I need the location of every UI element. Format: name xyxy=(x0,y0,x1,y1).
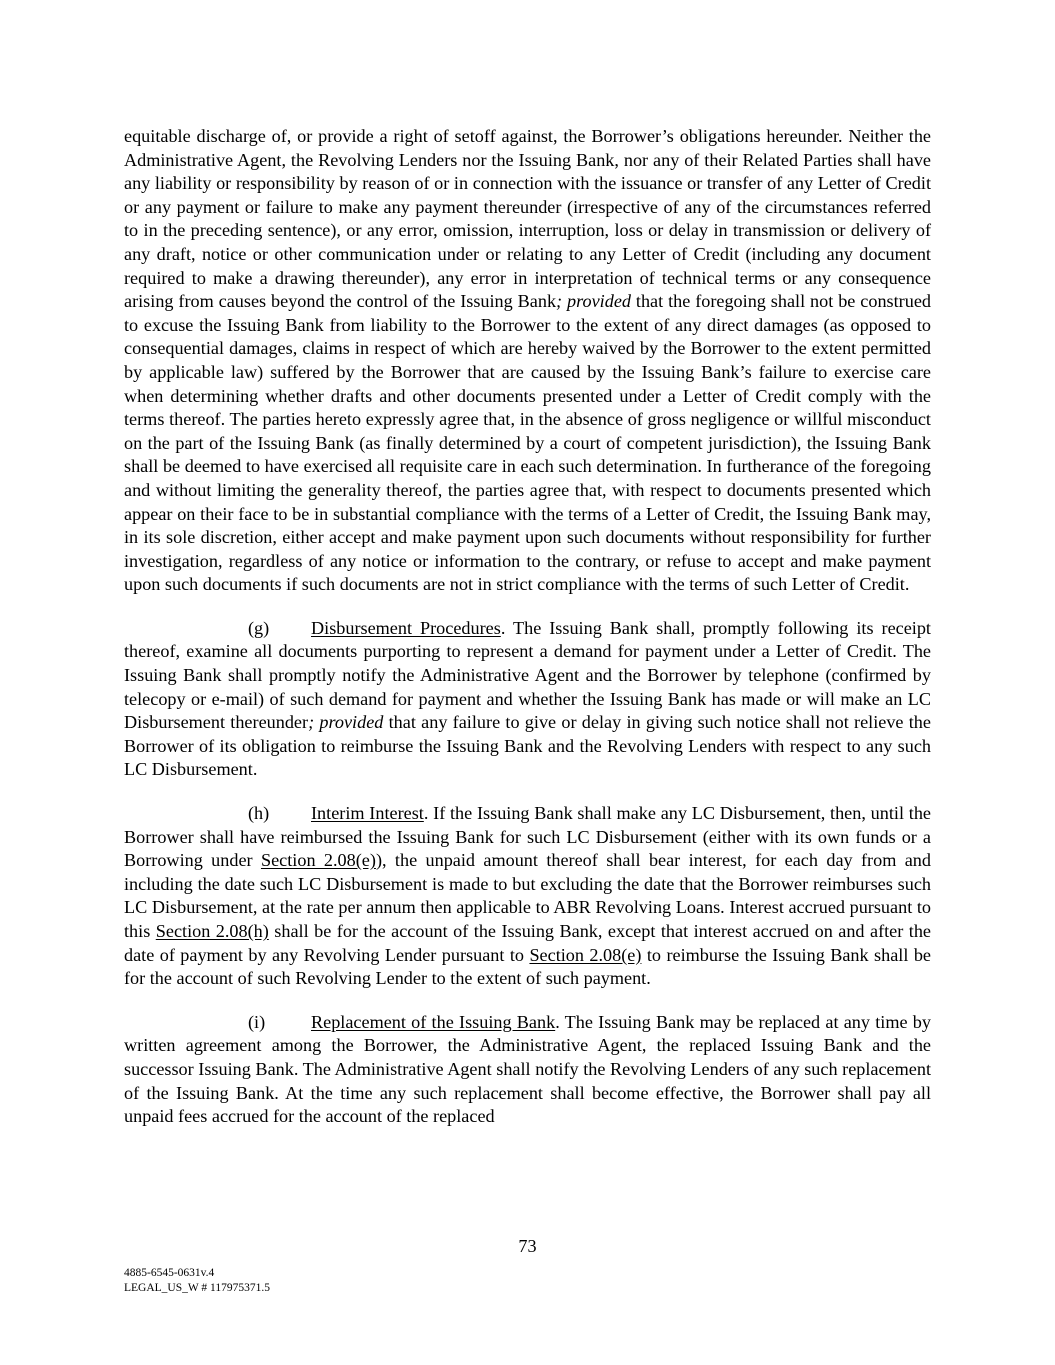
section-i-paragraph xyxy=(124,1011,931,1129)
section-h-heading: Interim Interest xyxy=(311,803,424,824)
section-h-text-3: shall be for the account of the Issuing Bank, except that interest accrued on and after the date of payment by any Revolving Lender pursuant to xyxy=(124,921,932,965)
section-h-text-2: ), the unpaid amount thereof shall bear interest, for each day from and including the date such LC Disbursement is made to but excluding the date that the Borrower reimburses such LC Disbursement, at the rate per annum then applicable to ABR Revolving Loans. Interest accrued pursuant to this xyxy=(124,850,931,941)
section-g-text-2: that any failure to give or delay in giving such notice shall not relieve the Borrower of its obligation to reimburse the Issuing Bank and the Revolving Lenders with respect to any such LC Disbursement. xyxy=(124,712,931,780)
footer-doc-id-2: LEGAL_US_W # 117975371.5 xyxy=(124,1282,270,1294)
section-g-heading: Disbursement Procedures xyxy=(311,617,501,638)
section-i-text-1: . The Issuing Bank may be replaced at any time by written agreement among the Borrower, the Administrative Agent, the replaced Issuing Bank and the successor Issuing Bank. The Administrative Agent shall notify the Revolving Lenders of any such replacement of the Issuing Bank. At the time any such replacement shall become effective, the Borrower shall pay all unpaid fees accrued for the account of the replaced xyxy=(124,1011,931,1127)
provided-italic: ; provided xyxy=(556,291,631,312)
section-h-paragraph xyxy=(124,802,931,991)
section-g-paragraph xyxy=(124,617,931,782)
section-g-provided: ; provided xyxy=(308,712,384,733)
document-body xyxy=(124,125,931,1129)
section-g-text-1: . The Issuing Bank shall, promptly following its receipt thereof, examine all documents purporting to represent a demand for payment under a Letter of Credit. The Issuing Bank shall promptly notify the Administrative Agent and the Borrower by telephone (confirmed by telecopy or e-mail) of such demand for payment and whether the Issuing Bank has made or will make an LC Disbursement thereunder xyxy=(124,617,931,733)
paragraph-1-rest: that the foregoing shall not be construed to excuse the Issuing Bank from liability to the Borrower to the extent of any direct damages (as opposed to consequential damages, claims in respect of which are hereby waived by the Borrower to the extent permitted by applicable law) suffered by the Borrower that are caused by the Issuing Bank’s failure to exercise care when determining whether drafts and other documents presented under a Letter of Credit comply with the terms thereof. The parties hereto expressly agree that, in the absence of gross negligence or willful misconduct on the part of the Issuing Bank (as finally determined by a court of competent jurisdiction), the Issuing Bank shall be deemed to have exercised all requisite care in each such determination. In furtherance of the foregoing and without limiting the generality thereof, the parties agree that, with respect to documents presented which appear on their face to be in substantial compliance with the terms of a Letter of Credit, the Issuing Bank may, in its sole discretion, either accept and make payment upon such documents without responsibility for further investigation, regardless of any notice or information to the contrary, or refuse to accept and make payment upon such documents if such documents are not in strict compliance with the terms of such Letter of Credit. xyxy=(124,291,931,595)
section-i-marker: (i) xyxy=(248,1011,266,1032)
document-footer xyxy=(124,1266,270,1296)
section-i-heading: Replacement of the Issuing Bank xyxy=(311,1011,556,1032)
section-ref-2-08-e-second: Section 2.08(e) xyxy=(529,944,642,965)
section-ref-2-08-e: Section 2.08(e) xyxy=(260,850,376,871)
page-number: 73 xyxy=(518,1236,537,1256)
section-ref-2-08-h: Section 2.08(h) xyxy=(155,921,269,941)
paragraph-1-text: equitable discharge of, or provide a right of setoff against, the Borrower’s obligations hereunder. Neither the Administrative Agent, the Revolving Lenders nor the Issuing Bank, nor any of their Related Parties shall have any liability or responsibility by reason of or in connection with the issuance or transfer of any Letter of Credit or any payment or failure to make any payment thereunder (irrespective of any of the circumstances referred to in the preceding sentence), or any error, omission, interruption, loss or delay in transmission or delivery of any draft, notice or other communication under or relating to any Letter of Credit (including any document required to make a drawing thereunder), any error in interpretation of technical terms or any consequence arising from causes beyond the control of the Issuing Bank xyxy=(124,126,931,312)
section-h-text-4: to reimburse the Issuing Bank shall be for the account of such Revolving Lender to the extent of such payment. xyxy=(124,944,931,989)
section-h-marker: (h) xyxy=(248,803,270,824)
section-g-marker: (g) xyxy=(248,617,270,638)
section-h-text-1: . If the Issuing Bank shall make any LC Disbursement, then, until the Borrower shall have reimbursed the Issuing Bank for such LC Disbursement (either with its own funds or a Borrowing under xyxy=(124,803,931,871)
paragraph-continued xyxy=(124,125,931,597)
footer-doc-id-1: 4885-6545-0631v.4 xyxy=(124,1267,215,1279)
